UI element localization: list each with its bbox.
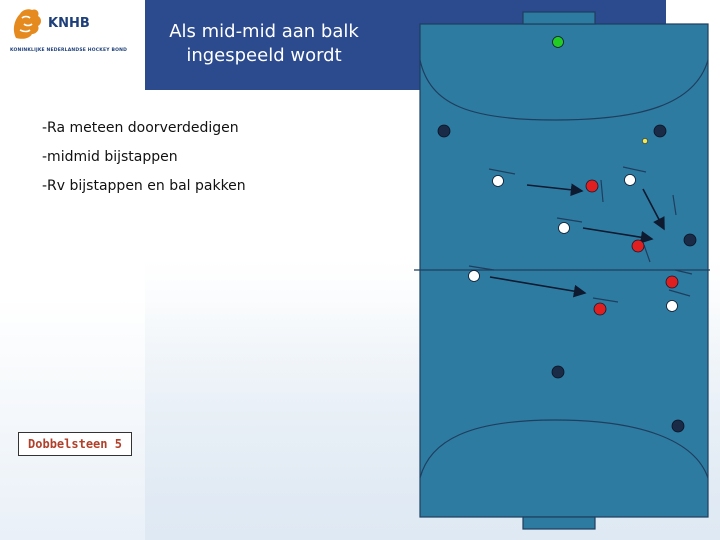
ball-marker: [642, 138, 647, 143]
white-player-marker: [625, 175, 636, 186]
red-player-marker: [632, 240, 644, 252]
goal-bottom: [523, 517, 595, 529]
white-player-marker: [667, 301, 678, 312]
opponent-marker: [552, 366, 564, 378]
dice-label: Dobbelsteen 5: [18, 432, 132, 456]
red-player-marker: [594, 303, 606, 315]
white-player-marker: [469, 271, 480, 282]
red-player-marker: [586, 180, 598, 192]
white-player-marker: [559, 223, 570, 234]
logo-wordmark: KNHB: [48, 16, 90, 31]
opponent-marker: [654, 125, 666, 137]
instruction-item: -Ra meteen doorverdedigen: [42, 120, 239, 136]
opponent-marker: [672, 420, 684, 432]
white-player-marker: [493, 176, 504, 187]
goal-top: [523, 12, 595, 24]
keeper-marker: [553, 37, 564, 48]
red-player-marker: [666, 276, 678, 288]
slide-title-line-1: Als mid-mid aan balk: [169, 21, 359, 42]
opponent-marker: [438, 125, 450, 137]
instruction-item: -Rv bijstappen en bal pakken: [42, 178, 246, 194]
logo-subtitle: KONINKLIJKE NEDERLANDSE HOCKEY BOND: [10, 48, 128, 53]
opponent-marker: [684, 234, 696, 246]
slide-title-line-2: ingespeeld wordt: [186, 45, 342, 66]
instruction-item: -midmid bijstappen: [42, 149, 178, 165]
